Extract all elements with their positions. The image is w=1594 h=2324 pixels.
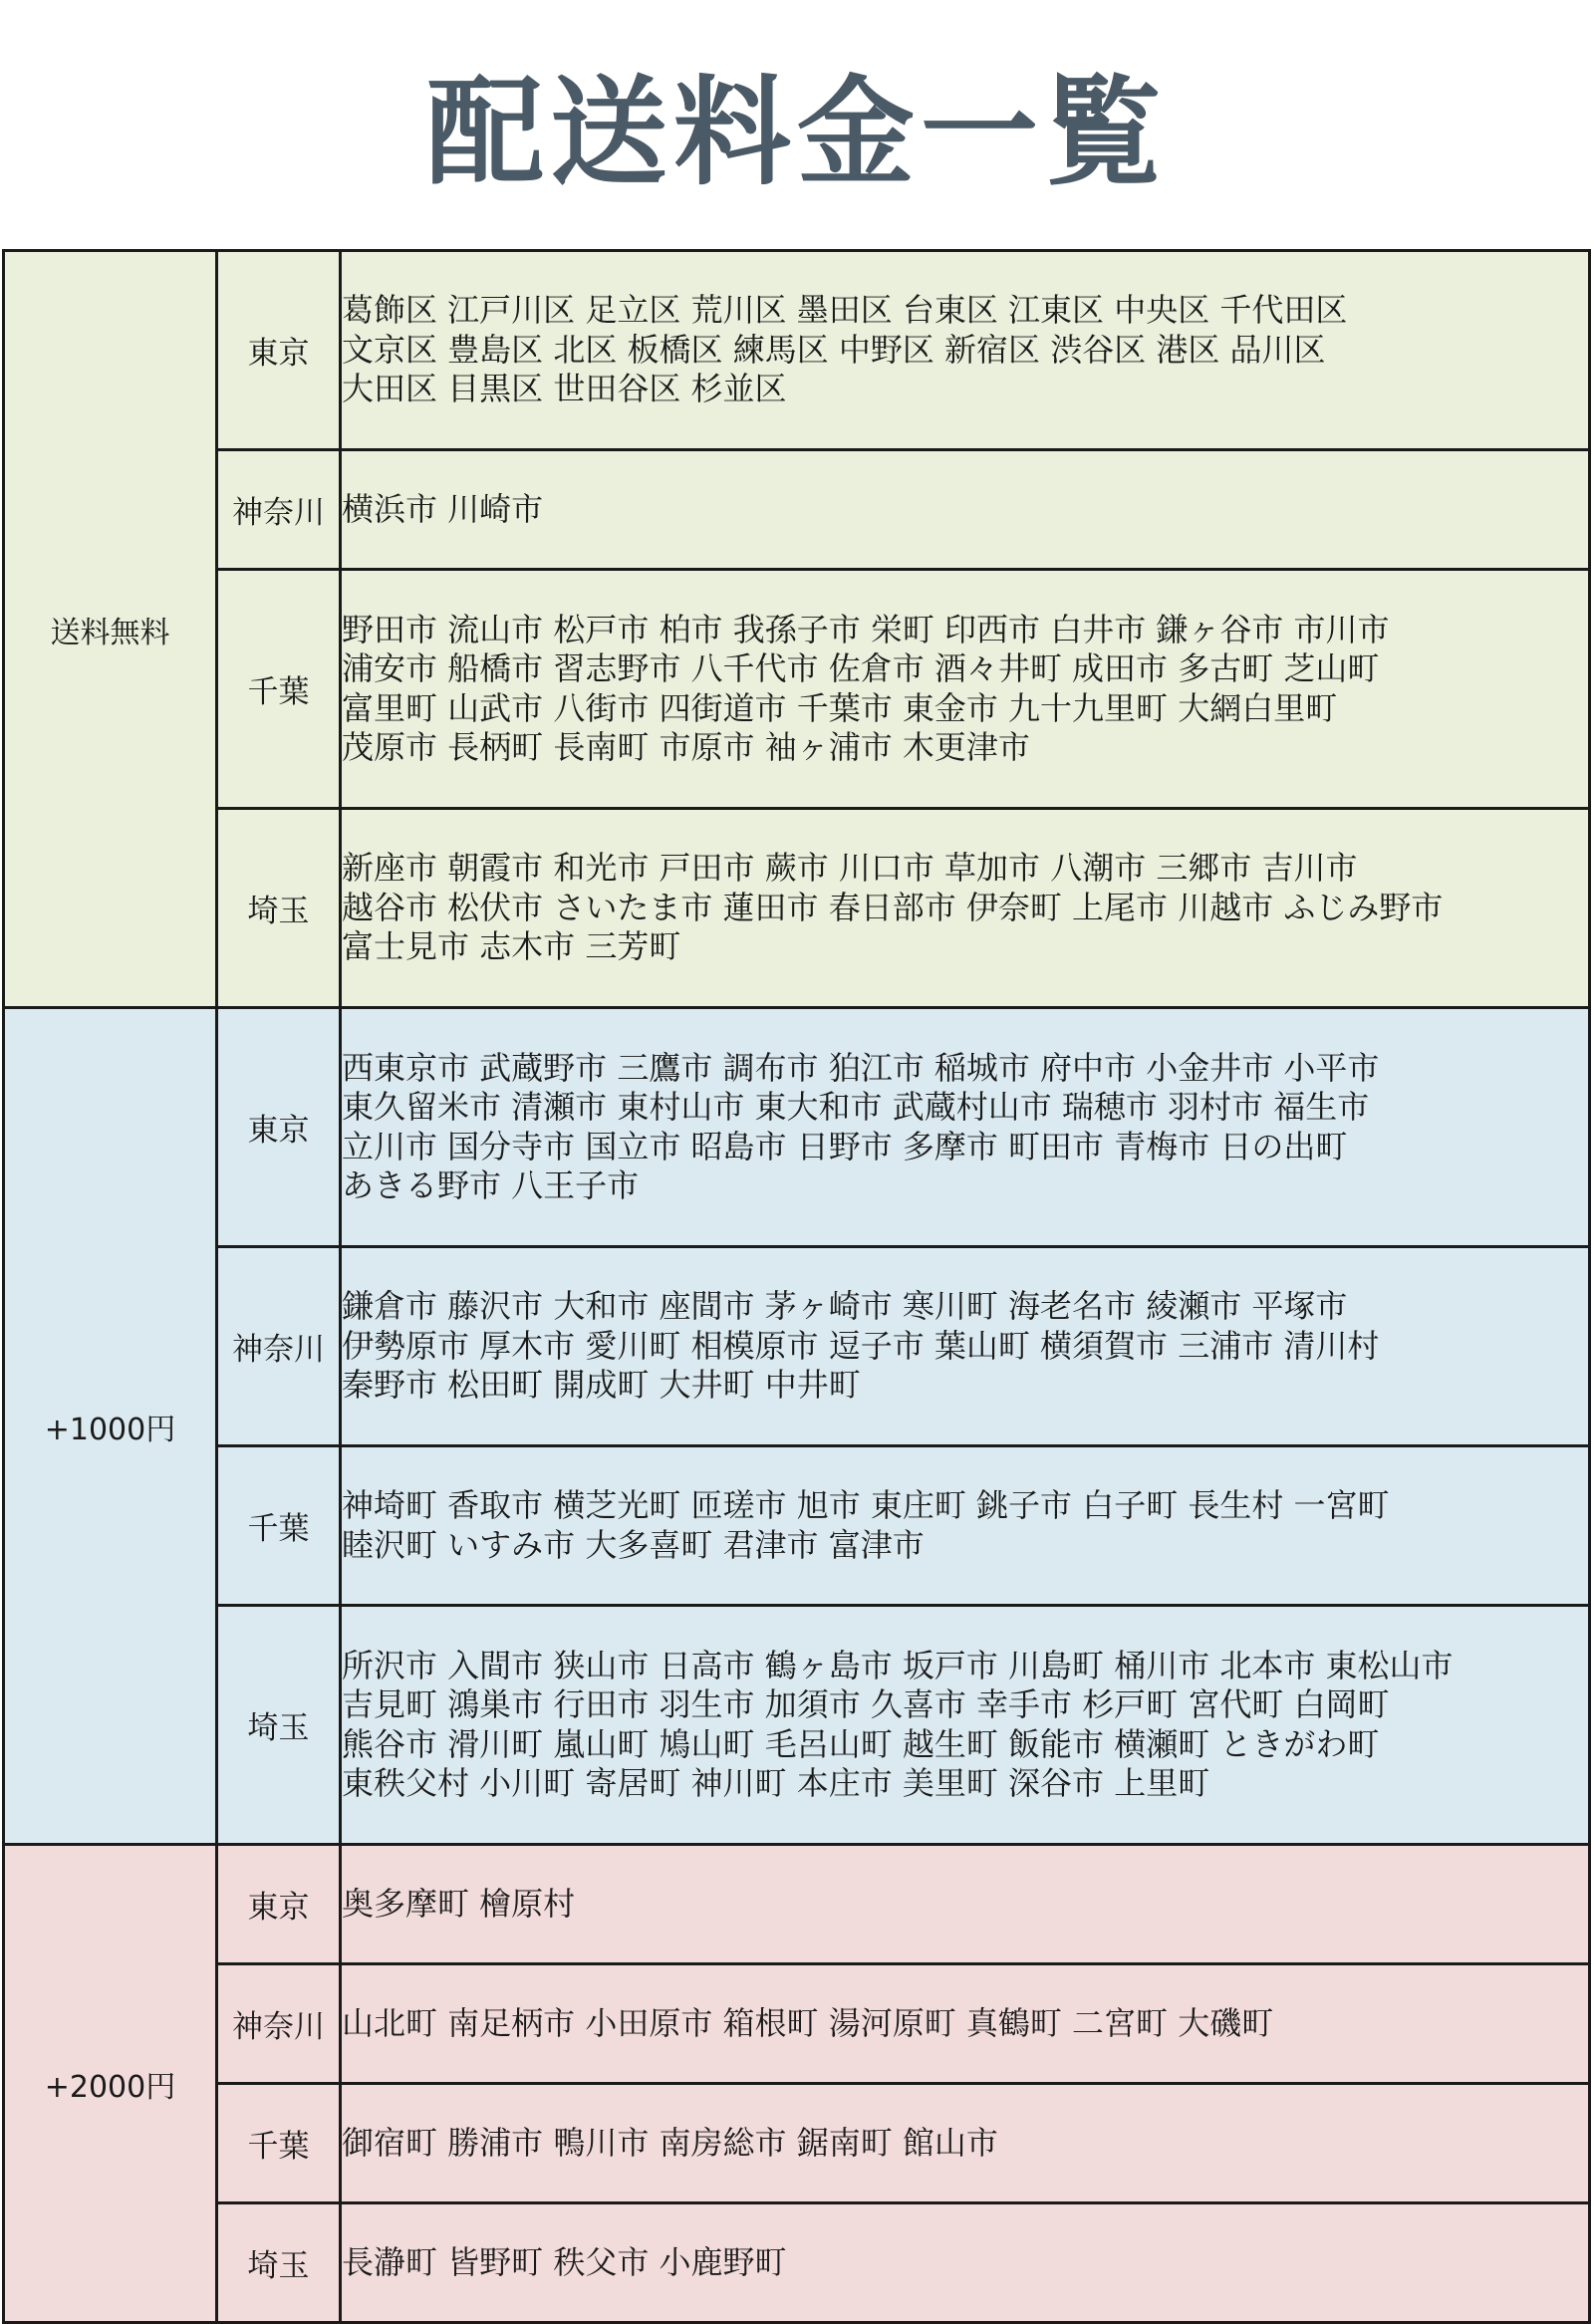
area-line: 富士見市 志木市 三芳町 bbox=[342, 927, 681, 966]
prefecture-label: 神奈川 bbox=[217, 450, 341, 570]
area-line: 葛飾区 江戸川区 足立区 荒川区 墨田区 台東区 江東区 中央区 千代田区 bbox=[342, 291, 1348, 330]
area-line: 横浜市 川崎市 bbox=[342, 489, 544, 528]
prefecture-label: 東京 bbox=[217, 1008, 341, 1247]
table-row bbox=[4, 1446, 1590, 1606]
prefecture-label: 千葉 bbox=[217, 1446, 341, 1606]
area-line: 浦安市 船橋市 習志野市 八千代市 佐倉市 酒々井町 成田市 多古町 芝山町 bbox=[342, 649, 1380, 687]
table-row bbox=[4, 570, 1590, 809]
area-line: 茂原市 長柄町 長南町 市原市 袖ヶ浦市 木更津市 bbox=[342, 728, 1030, 766]
prefecture-label: 埼玉 bbox=[217, 1606, 341, 1845]
prefecture-label: 東京 bbox=[217, 251, 341, 450]
area-list bbox=[341, 450, 1590, 570]
area-line: 山北町 南足柄市 小田原市 箱根町 湯河原町 真鶴町 二宮町 大磯町 bbox=[342, 2003, 1274, 2042]
area-line: あきる野市 八王子市 bbox=[342, 1166, 640, 1204]
area-line: 東秩父村 小川町 寄居町 神川町 本庄市 美里町 深谷市 上里町 bbox=[342, 1764, 1210, 1802]
area-line: 野田市 流山市 松戸市 柏市 我孫子市 栄町 印西市 白井市 鎌ヶ谷市 市川市 bbox=[342, 610, 1390, 648]
area-list bbox=[341, 1845, 1590, 1964]
area-list bbox=[341, 1606, 1590, 1845]
table-row bbox=[4, 251, 1590, 450]
prefecture-label: 埼玉 bbox=[217, 809, 341, 1008]
shipping-rate-table bbox=[2, 249, 1591, 2324]
area-list bbox=[341, 809, 1590, 1008]
prefecture-label: 神奈川 bbox=[217, 1247, 341, 1446]
table-row bbox=[4, 1008, 1590, 1247]
tier-label: +1000円 bbox=[4, 1008, 217, 1845]
area-line: 新座市 朝霞市 和光市 戸田市 蕨市 川口市 草加市 八潮市 三郷市 吉川市 bbox=[342, 849, 1358, 888]
area-line: 文京区 豊島区 北区 板橋区 練馬区 中野区 新宿区 渋谷区 港区 品川区 bbox=[342, 330, 1326, 369]
area-line: 秦野市 松田町 開成町 大井町 中井町 bbox=[342, 1366, 861, 1405]
table-row bbox=[4, 1845, 1590, 1964]
page-title: 配送料金一覧 bbox=[425, 64, 1168, 201]
table-row bbox=[4, 1606, 1590, 1845]
area-list bbox=[341, 2084, 1590, 2203]
area-line: 神埼町 香取市 横芝光町 匝瑳市 旭市 東庄町 銚子市 白子町 長生村 一宮町 bbox=[342, 1486, 1390, 1524]
table-row bbox=[4, 1964, 1590, 2084]
prefecture-label: 埼玉 bbox=[217, 2203, 341, 2323]
area-line: 立川市 国分寺市 国立市 昭島市 日野市 多摩市 町田市 青梅市 日の出町 bbox=[342, 1127, 1348, 1165]
table-row bbox=[4, 450, 1590, 570]
area-list bbox=[341, 1247, 1590, 1446]
prefecture-label: 神奈川 bbox=[217, 1964, 341, 2084]
area-list bbox=[341, 251, 1590, 450]
area-list bbox=[341, 1446, 1590, 1606]
area-line: 東久留米市 清瀬市 東村山市 東大和市 武蔵村山市 瑞穂市 羽村市 福生市 bbox=[342, 1088, 1370, 1126]
area-line: 吉見町 鴻巣市 行田市 羽生市 加須市 久喜市 幸手市 杉戸町 宮代町 白岡町 bbox=[342, 1685, 1390, 1723]
area-line: 鎌倉市 藤沢市 大和市 座間市 茅ヶ崎市 寒川町 海老名市 綾瀬市 平塚市 bbox=[342, 1287, 1348, 1326]
tier-label: +2000円 bbox=[4, 1845, 217, 2323]
tier-label: 送料無料 bbox=[4, 251, 217, 1008]
area-line: 御宿町 勝浦市 鴨川市 南房総市 鋸南町 館山市 bbox=[342, 2123, 998, 2162]
area-line: 西東京市 武蔵野市 三鷹市 調布市 狛江市 稲城市 府中市 小金井市 小平市 bbox=[342, 1048, 1380, 1087]
area-list bbox=[341, 1008, 1590, 1247]
table-row bbox=[4, 809, 1590, 1008]
area-line: 長瀞町 皆野町 秩父市 小鹿野町 bbox=[342, 2242, 787, 2281]
area-list bbox=[341, 2203, 1590, 2323]
area-line: 所沢市 入間市 狭山市 日高市 鶴ヶ島市 坂戸市 川島町 桶川市 北本市 東松山市 bbox=[342, 1646, 1454, 1684]
prefecture-label: 千葉 bbox=[217, 2084, 341, 2203]
table-row bbox=[4, 1247, 1590, 1446]
table-row bbox=[4, 2084, 1590, 2203]
area-line: 越谷市 松伏市 さいたま市 蓮田市 春日部市 伊奈町 上尾市 川越市 ふじみ野市 bbox=[342, 888, 1444, 926]
area-line: 富里町 山武市 八街市 四街道市 千葉市 東金市 九十九里町 大網白里町 bbox=[342, 688, 1338, 727]
prefecture-label: 千葉 bbox=[217, 570, 341, 809]
area-line: 伊勢原市 厚木市 愛川町 相模原市 逗子市 葉山町 横須賀市 三浦市 清川村 bbox=[342, 1326, 1380, 1365]
area-line: 熊谷市 滑川町 嵐山町 鳩山町 毛呂山町 越生町 飯能市 横瀬町 ときがわ町 bbox=[342, 1724, 1380, 1763]
area-list bbox=[341, 1964, 1590, 2084]
area-list bbox=[341, 570, 1590, 809]
area-line: 大田区 目黒区 世田谷区 杉並区 bbox=[342, 370, 787, 408]
area-line: 奥多摩町 檜原村 bbox=[342, 1884, 576, 1923]
table-row bbox=[4, 2203, 1590, 2323]
prefecture-label: 東京 bbox=[217, 1845, 341, 1964]
area-line: 睦沢町 いすみ市 大多喜町 君津市 富津市 bbox=[342, 1525, 925, 1564]
